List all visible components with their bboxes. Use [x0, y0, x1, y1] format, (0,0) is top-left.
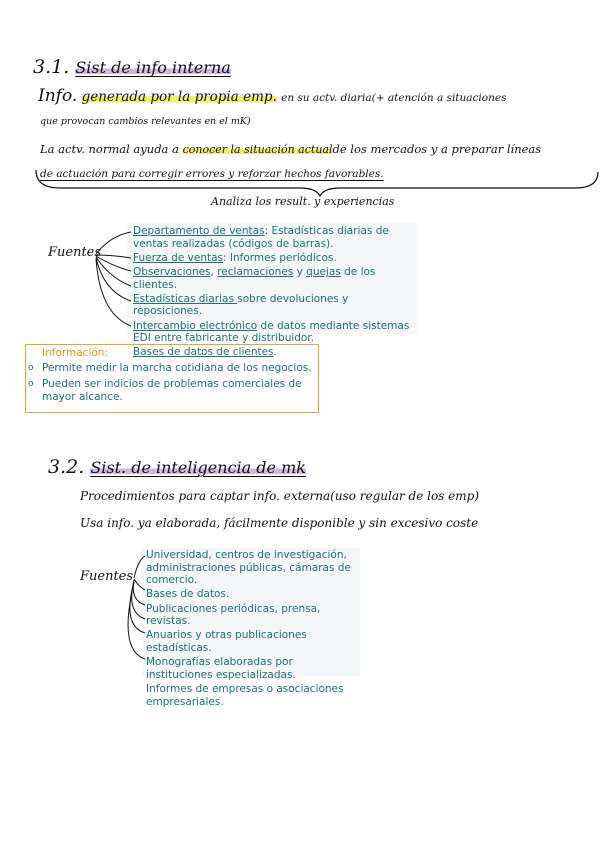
source1-link[interactable]: Observaciones — [133, 265, 211, 278]
section2-number: 3.2. — [48, 456, 85, 478]
source1-text: de datos mediante sistemas EDI entre fabricante y distribuidor. — [133, 319, 410, 345]
source2-item: Informes de empresas o asociaciones empresariales. — [146, 682, 344, 708]
section1-line3-highlight: conocer la situación actual — [182, 143, 333, 156]
source1-sep: , — [210, 265, 218, 278]
bullet-icon: o — [28, 379, 34, 389]
section1-title: Sist de info interna — [75, 58, 231, 77]
section2-line1: Procedimientos para captar info. externa(uso regular de los emp) — [80, 489, 480, 503]
section2-line2: Usa info. ya elaborada, fácilmente disponible y sin excesivo coste — [80, 516, 479, 530]
source1-link[interactable]: reclamaciones — [217, 265, 294, 278]
section1-line4: de actuación para corregir errores y reforzar hechos favorables. — [40, 168, 384, 180]
section1-line1-c: en su actv. diaria(+ atención a situaciones — [281, 92, 507, 104]
source1-link[interactable]: Departamento de ventas — [133, 225, 265, 237]
info-box-title: Información: — [42, 347, 108, 359]
bullet-icon: o — [28, 363, 34, 373]
source1-link[interactable]: Intercambio electrónico — [133, 319, 258, 332]
section1-line1-a: Info. — [38, 86, 78, 106]
source1-text: . — [273, 346, 277, 359]
section2-title: Sist. de inteligencia de mk — [90, 458, 306, 477]
source1-text: : Informes periódicos. — [223, 251, 337, 264]
info-bullet-text: Pueden ser indicios de problemas comerciales de mayor alcance. — [42, 378, 302, 403]
source1-link[interactable]: Fuerza de ventas — [133, 251, 223, 264]
section1-number: 3.1. — [33, 56, 70, 78]
fuentes-label-2: Fuentes — [80, 569, 134, 584]
source1-link[interactable]: quejas — [306, 265, 341, 278]
source2-item: Publicaciones periódicas, prensa, revistas. — [146, 602, 321, 628]
brace-note: Analiza los result. y experiencias — [211, 195, 395, 208]
source1-text: sobre devoluciones y reposiciones. — [133, 292, 349, 318]
fan-lines-1 — [96, 232, 131, 326]
source1-link[interactable]: Bases de datos de clientes — [133, 346, 274, 359]
source2-item: Bases de datos. — [146, 588, 230, 601]
section1-line2: que provocan cambios relevantes en el mK) — [40, 116, 251, 127]
section1-line3-a: La actv. normal ayuda a — [40, 142, 179, 156]
source1-text: : Estadísticas diarias de ventas realizadas (códigos de barras). — [133, 225, 389, 250]
source1-link[interactable]: Estadísticas diarias — [133, 292, 238, 305]
source1-text: de los clientes. — [133, 265, 376, 291]
section1-line1-highlight: generada por la propia emp. — [81, 89, 277, 105]
fuentes-label-1: Fuentes — [48, 245, 102, 260]
curly-brace — [36, 170, 598, 196]
source1-sep: y — [293, 265, 307, 278]
source2-item: Monografías elaboradas por instituciones especializadas. — [146, 656, 296, 681]
info-bullet-text: Permite medir la marcha cotidiana de los negocios. — [42, 362, 312, 374]
section1-line3-c: de los mercados y a preparar líneas — [332, 142, 542, 156]
source2-item: Anuarios y otras publicaciones estadísticas. — [146, 629, 307, 654]
source2-item: Universidad, centros de investigación, administraciones públicas, cámaras de comercio. — [146, 549, 351, 587]
fan-lines-2 — [128, 556, 145, 659]
